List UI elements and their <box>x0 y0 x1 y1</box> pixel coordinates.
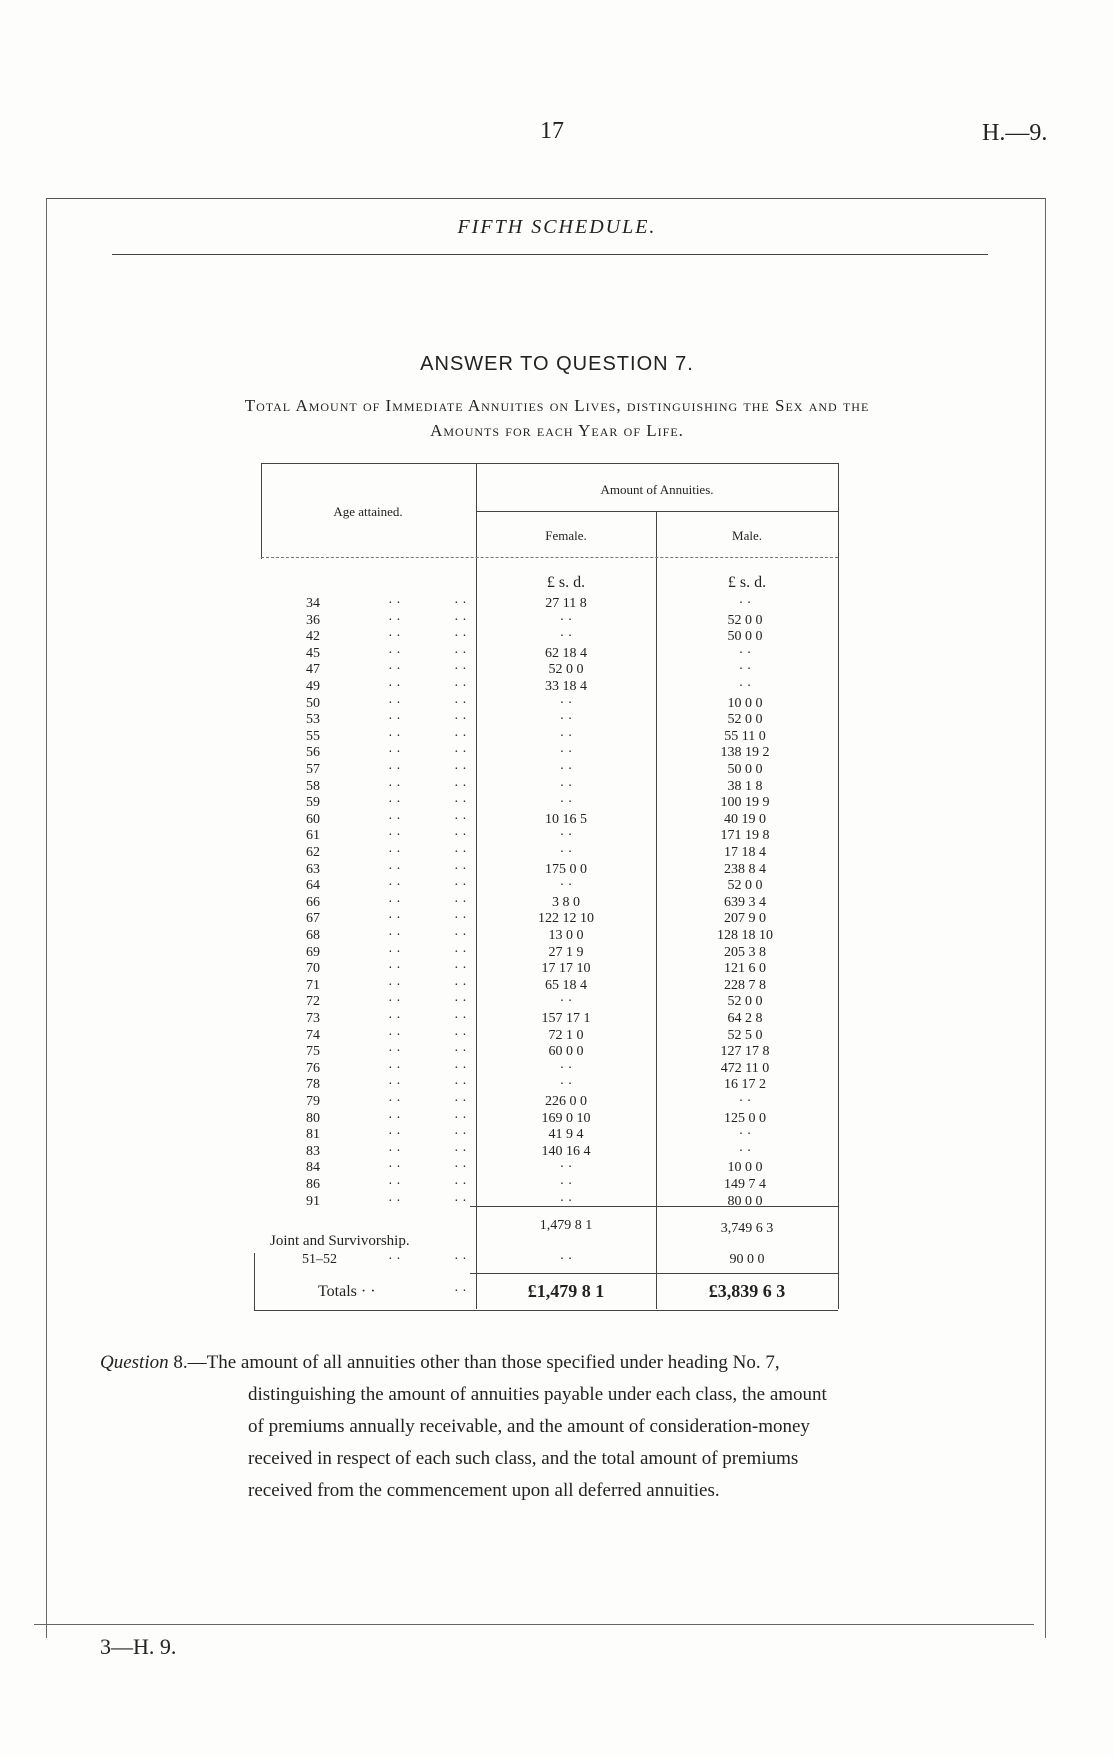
row-dots: · · <box>388 1177 401 1192</box>
row-dots: · · <box>454 811 467 827</box>
row-age: 61 <box>306 828 320 844</box>
row-dots: · · <box>388 861 401 877</box>
row-dots: · · <box>388 1127 401 1143</box>
joint-label: Joint and Survivorship. <box>270 1233 410 1249</box>
row-female-amount: 122 12 10 <box>538 911 594 927</box>
row-dots: · · <box>454 795 467 811</box>
caption-line-1: Total Amount of Immediate Annuities on Lives, distinguishing the Sex and the <box>244 396 870 415</box>
row-age: 76 <box>306 1060 320 1076</box>
row-female-amount: · · <box>559 762 573 777</box>
row-female-amount: · · <box>559 1193 573 1209</box>
row-female-amount: · · <box>559 828 573 844</box>
row-male-amount: 50 0 0 <box>727 629 763 645</box>
row-female-amount: 226 0 0 <box>545 1094 587 1109</box>
row-female-amount: · · <box>559 778 573 794</box>
row-dots: · · <box>388 795 401 811</box>
row-dots: · · <box>388 712 401 728</box>
row-dots: · · <box>454 1127 467 1143</box>
row-female-amount: 13 0 0 <box>548 928 584 943</box>
row-female-amount: 52 0 0 <box>548 662 584 678</box>
row-dots: · · <box>388 1110 401 1126</box>
row-male-amount: 100 19 9 <box>720 795 770 811</box>
footer-reference: 3—H. 9. <box>100 1634 177 1659</box>
row-dots: · · <box>454 629 467 645</box>
row-male-amount: 138 19 2 <box>720 745 770 761</box>
schedule-rule <box>112 254 988 255</box>
question-label: Question <box>100 1352 169 1373</box>
row-dots: · · <box>388 811 401 827</box>
row-dots: · · <box>454 828 467 844</box>
row-dots: · · <box>454 1143 467 1159</box>
row-male-amount: 228 7 8 <box>724 977 766 993</box>
joint-dots-1: · · <box>388 1252 401 1267</box>
row-dots: · · <box>388 1011 401 1026</box>
row-dots: · · <box>388 1077 401 1093</box>
row-male-amount: 17 18 4 <box>724 845 766 860</box>
row-female-amount: · · <box>559 1060 573 1076</box>
row-age: 91 <box>306 1193 320 1209</box>
row-male-amount: 52 5 0 <box>727 1027 763 1043</box>
row-dots: · · <box>454 596 467 611</box>
row-dots: · · <box>388 894 401 910</box>
joint-age: 51–52 <box>302 1252 337 1267</box>
row-age: 81 <box>306 1127 320 1143</box>
row-male-amount: 639 3 4 <box>724 894 766 910</box>
row-female-amount: 27 11 8 <box>545 596 587 611</box>
row-age: 47 <box>306 662 320 678</box>
row-age: 67 <box>306 911 320 927</box>
row-female-amount: 65 18 4 <box>545 977 587 993</box>
row-dots: · · <box>388 645 401 661</box>
row-dots: · · <box>454 894 467 910</box>
row-male-amount: 50 0 0 <box>727 762 763 777</box>
row-female-amount: 10 16 5 <box>545 811 587 827</box>
row-dots: · · <box>454 645 467 661</box>
row-male-amount: 149 7 4 <box>724 1177 766 1192</box>
question-line-4: received from the commencement upon all deferred annuities. <box>248 1480 720 1501</box>
row-male-amount: 52 0 0 <box>727 612 763 628</box>
row-female-amount: 175 0 0 <box>545 861 587 877</box>
joint-male: 90 0 0 <box>729 1252 765 1267</box>
row-age: 83 <box>306 1143 320 1159</box>
total-male: £3,839 6 3 <box>708 1281 786 1301</box>
row-age: 49 <box>306 679 320 694</box>
row-dots: · · <box>388 928 401 943</box>
row-female-amount: 140 16 4 <box>541 1143 591 1159</box>
row-female-amount: · · <box>559 1077 573 1093</box>
row-age: 79 <box>306 1094 320 1109</box>
row-dots: · · <box>388 1044 401 1060</box>
row-age: 34 <box>306 596 320 611</box>
row-male-amount: · · <box>738 596 752 611</box>
row-male-amount: 38 1 8 <box>727 778 763 794</box>
row-male-amount: 80 0 0 <box>727 1193 763 1209</box>
row-dots: · · <box>454 762 467 777</box>
row-dots: · · <box>454 679 467 694</box>
row-dots: · · <box>454 994 467 1010</box>
row-female-amount: 157 17 1 <box>541 1011 591 1026</box>
row-female-amount: · · <box>559 845 573 860</box>
row-dots: · · <box>388 1060 401 1076</box>
row-age: 73 <box>306 1011 320 1026</box>
table-left-rule-bottom <box>254 1253 255 1310</box>
row-male-amount: 171 19 8 <box>720 828 770 844</box>
row-dots: · · <box>454 1011 467 1026</box>
row-age: 86 <box>306 1177 320 1192</box>
table-totals-rule <box>470 1273 838 1274</box>
row-female-amount: · · <box>559 695 573 711</box>
row-age: 57 <box>306 762 320 777</box>
row-male-amount: 55 11 0 <box>724 728 766 744</box>
row-female-amount: 3 8 0 <box>552 894 580 910</box>
row-female-amount: · · <box>559 1160 573 1176</box>
row-female-amount: · · <box>559 728 573 744</box>
answer-heading: ANSWER TO QUESTION 7. <box>420 353 694 375</box>
row-male-amount: 472 11 0 <box>720 1060 770 1076</box>
bottom-rule <box>34 1624 1034 1625</box>
header-amount: Amount of Annuities. <box>600 482 714 497</box>
row-age: 63 <box>306 861 320 877</box>
row-age: 56 <box>306 745 320 761</box>
row-dots: · · <box>454 1094 467 1109</box>
question-text-first: 8.—The amount of all annuities other than those specified under heading No. 7, <box>168 1352 780 1373</box>
page-number: 17 <box>540 118 564 144</box>
row-female-amount: 41 9 4 <box>548 1127 584 1143</box>
total-female: £1,479 8 1 <box>527 1281 605 1301</box>
row-female-amount: 60 0 0 <box>548 1044 584 1060</box>
table-top-rule <box>261 463 839 464</box>
row-age: 68 <box>306 928 320 943</box>
row-age: 70 <box>306 961 320 977</box>
row-male-amount: 40 19 0 <box>724 811 766 827</box>
row-dots: · · <box>454 712 467 728</box>
row-male-amount: · · <box>738 662 752 678</box>
row-dots: · · <box>388 662 401 678</box>
row-dots: · · <box>388 629 401 645</box>
row-age: 84 <box>306 1160 320 1176</box>
row-male-amount: 16 17 2 <box>724 1077 766 1093</box>
row-male-amount: · · <box>738 645 752 661</box>
row-dots: · · <box>454 745 467 761</box>
row-dots: · · <box>388 596 401 611</box>
header-age: Age attained. <box>333 504 403 519</box>
row-dots: · · <box>388 845 401 860</box>
row-dots: · · <box>454 728 467 744</box>
row-dots: · · <box>388 762 401 777</box>
row-age: 80 <box>306 1110 320 1126</box>
row-dots: · · <box>454 1160 467 1176</box>
row-dots: · · <box>454 612 467 628</box>
row-dots: · · <box>388 612 401 628</box>
row-male-amount: 10 0 0 <box>727 1160 763 1176</box>
question-8 <box>100 1347 980 1507</box>
row-dots: · · <box>454 1044 467 1060</box>
row-dots: · · <box>454 961 467 977</box>
row-age: 69 <box>306 944 320 960</box>
row-age: 66 <box>306 894 320 910</box>
row-dots: · · <box>388 679 401 694</box>
row-female-amount: 33 18 4 <box>545 679 587 694</box>
joint-dots-2: · · <box>454 1252 467 1267</box>
row-male-amount: 121 6 0 <box>724 961 766 977</box>
row-dots: · · <box>454 911 467 927</box>
question-line-1: distinguishing the amount of annuities payable under each class, the amount <box>248 1384 827 1405</box>
totals-dots: · · <box>454 1284 467 1299</box>
row-dots: · · <box>388 1027 401 1043</box>
row-female-amount: · · <box>559 994 573 1010</box>
row-female-amount: · · <box>559 795 573 811</box>
row-age: 78 <box>306 1077 320 1093</box>
row-female-amount: · · <box>559 629 573 645</box>
row-age: 58 <box>306 778 320 794</box>
question-line-3: received in respect of each such class, and the total amount of premiums <box>248 1448 799 1469</box>
row-female-amount: 17 17 10 <box>541 961 591 977</box>
row-dots: · · <box>454 1077 467 1093</box>
row-dots: · · <box>454 1110 467 1126</box>
row-male-amount: 128 18 10 <box>717 928 773 943</box>
row-male-amount: · · <box>738 1094 752 1109</box>
row-male-amount: 205 3 8 <box>724 944 766 960</box>
row-dots: · · <box>388 728 401 744</box>
row-dots: · · <box>388 828 401 844</box>
row-age: 50 <box>306 695 320 711</box>
joint-female: · · <box>559 1252 573 1267</box>
row-male-amount: 238 8 4 <box>724 861 766 877</box>
row-age: 36 <box>306 612 320 628</box>
row-age: 71 <box>306 977 320 993</box>
row-dots: · · <box>454 944 467 960</box>
question-line-2: of premiums annually receivable, and the amount of consideration-money <box>248 1416 810 1437</box>
row-age: 64 <box>306 878 320 894</box>
row-female-amount: 169 0 10 <box>541 1110 591 1126</box>
unit-male: £ s. d. <box>727 574 767 591</box>
caption-line-2: Amounts for each Year of Life. <box>430 421 684 440</box>
header-male: Male. <box>732 528 762 543</box>
row-dots: · · <box>454 1193 467 1209</box>
row-dots: · · <box>454 1177 467 1192</box>
row-age: 74 <box>306 1027 320 1043</box>
row-male-amount: 64 2 8 <box>727 1011 763 1026</box>
row-male-amount: · · <box>738 1127 752 1143</box>
row-female-amount: 27 1 9 <box>548 944 584 960</box>
row-dots: · · <box>388 994 401 1010</box>
row-dots: · · <box>388 961 401 977</box>
row-dots: · · <box>388 1160 401 1176</box>
row-male-amount: 125 0 0 <box>724 1110 766 1126</box>
row-male-amount: · · <box>738 1143 752 1159</box>
row-male-amount: · · <box>738 679 752 694</box>
row-female-amount: 62 18 4 <box>545 645 587 661</box>
row-dots: · · <box>454 878 467 894</box>
row-age: 59 <box>306 795 320 811</box>
row-dots: · · <box>388 1193 401 1209</box>
row-male-amount: 52 0 0 <box>727 878 763 894</box>
row-age: 42 <box>306 629 320 645</box>
row-dots: · · <box>454 662 467 678</box>
row-age: 45 <box>306 645 320 661</box>
row-dots: · · <box>388 778 401 794</box>
row-dots: · · <box>388 878 401 894</box>
row-age: 60 <box>306 811 320 827</box>
row-female-amount: · · <box>559 712 573 728</box>
schedule-title: FIFTH SCHEDULE. <box>457 216 657 238</box>
row-age: 75 <box>306 1044 320 1060</box>
row-age: 62 <box>306 845 320 860</box>
row-dots: · · <box>388 695 401 711</box>
row-male-amount: 127 17 8 <box>720 1044 770 1060</box>
row-female-amount: 72 1 0 <box>548 1027 584 1043</box>
row-female-amount: · · <box>559 1177 573 1192</box>
table-header-rule <box>261 557 838 558</box>
table-bottom-rule <box>254 1310 838 1311</box>
row-dots: · · <box>388 1094 401 1109</box>
table-amount-rule <box>476 511 838 512</box>
subtotal-male: 3,749 6 3 <box>720 1221 774 1236</box>
subtotal-female: 1,479 8 1 <box>539 1218 593 1233</box>
row-dots: · · <box>454 928 467 943</box>
row-dots: · · <box>388 944 401 960</box>
row-female-amount: · · <box>559 878 573 894</box>
row-dots: · · <box>388 1143 401 1159</box>
row-dots: · · <box>454 977 467 993</box>
row-age: 55 <box>306 728 320 744</box>
row-dots: · · <box>454 1060 467 1076</box>
row-dots: · · <box>388 977 401 993</box>
row-male-amount: 52 0 0 <box>727 712 763 728</box>
row-male-amount: 10 0 0 <box>727 695 763 711</box>
row-female-amount: · · <box>559 745 573 761</box>
row-female-amount: · · <box>559 612 573 628</box>
table-right-rule <box>838 463 839 1309</box>
header-female: Female. <box>545 528 587 543</box>
row-age: 53 <box>306 712 320 728</box>
row-dots: · · <box>454 1027 467 1043</box>
row-male-amount: 207 9 0 <box>724 911 766 927</box>
row-male-amount: 52 0 0 <box>727 994 763 1010</box>
row-dots: · · <box>454 695 467 711</box>
row-dots: · · <box>454 778 467 794</box>
row-dots: · · <box>388 745 401 761</box>
totals-label: Totals · · <box>318 1283 376 1300</box>
row-age: 72 <box>306 994 320 1010</box>
row-dots: · · <box>388 911 401 927</box>
row-dots: · · <box>454 861 467 877</box>
unit-female: £ s. d. <box>546 574 586 591</box>
page-reference: H.—9. <box>982 120 1048 146</box>
row-dots: · · <box>454 845 467 860</box>
